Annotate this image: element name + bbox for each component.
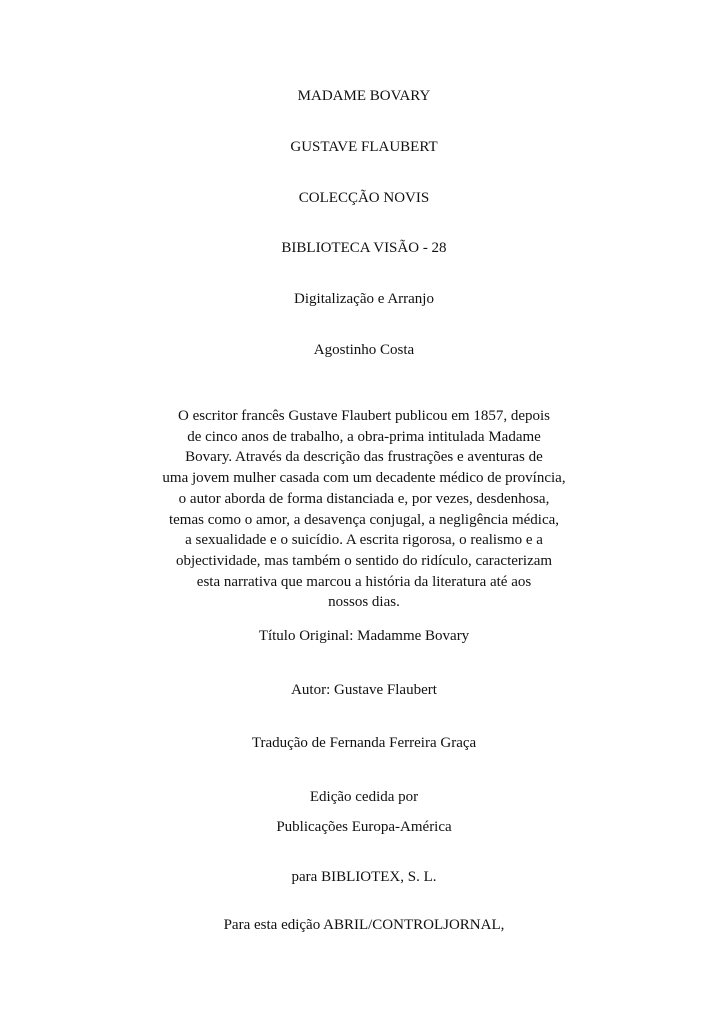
publisher-name: Publicações Europa-América [276,819,452,835]
synopsis-line: o autor aborda de forma distanciada e, por vezes, desdenhosa, [178,490,550,507]
author-line: Autor: Gustave Flaubert [291,682,437,698]
synopsis-line: temas como o amor, a desavença conjugal, a negligência médica, [168,511,560,528]
synopsis-line: de cinco anos de trabalho, a obra-prima intitulada Madame [187,428,541,445]
edition-ceded-label: Edição cedida por [309,789,419,805]
this-edition-line: Para esta edição ABRIL/CONTROLJORNAL, [223,917,505,933]
digitization-label: Digitalização e Arranjo [294,291,434,307]
synopsis-line: esta narrativa que marcou a história da literatura até aos [196,573,532,590]
translation-credit: Tradução de Fernanda Ferreira Graça [251,735,477,751]
synopsis-line: uma jovem mulher casada com um decadente médico de província, [162,470,566,487]
book-title: MADAME BOVARY [297,88,431,104]
original-title: Título Original: Madamme Bovary [258,628,470,644]
collection-name: COLECÇÃO NOVIS [298,190,430,206]
book-author: GUSTAVE FLAUBERT [290,139,438,155]
synopsis-line: Bovary. Através da descrição das frustrações e aventuras de [185,449,543,466]
synopsis-line: a sexualidade e o suicídio. A escrita rigorosa, o realismo e a [185,532,543,549]
digitizer-name: Agostinho Costa [313,342,415,358]
synopsis-paragraph [150,406,578,613]
library-name: BIBLIOTECA VISÃO - 28 [281,240,447,256]
for-publisher-line: para BIBLIOTEX, S. L. [291,869,437,885]
synopsis-line: objectividade, mas também o sentido do ridículo, caracterizam [175,552,553,569]
synopsis-line: nossos dias. [328,594,400,611]
synopsis-line: O escritor francês Gustave Flaubert publicou em 1857, depois [178,408,550,424]
